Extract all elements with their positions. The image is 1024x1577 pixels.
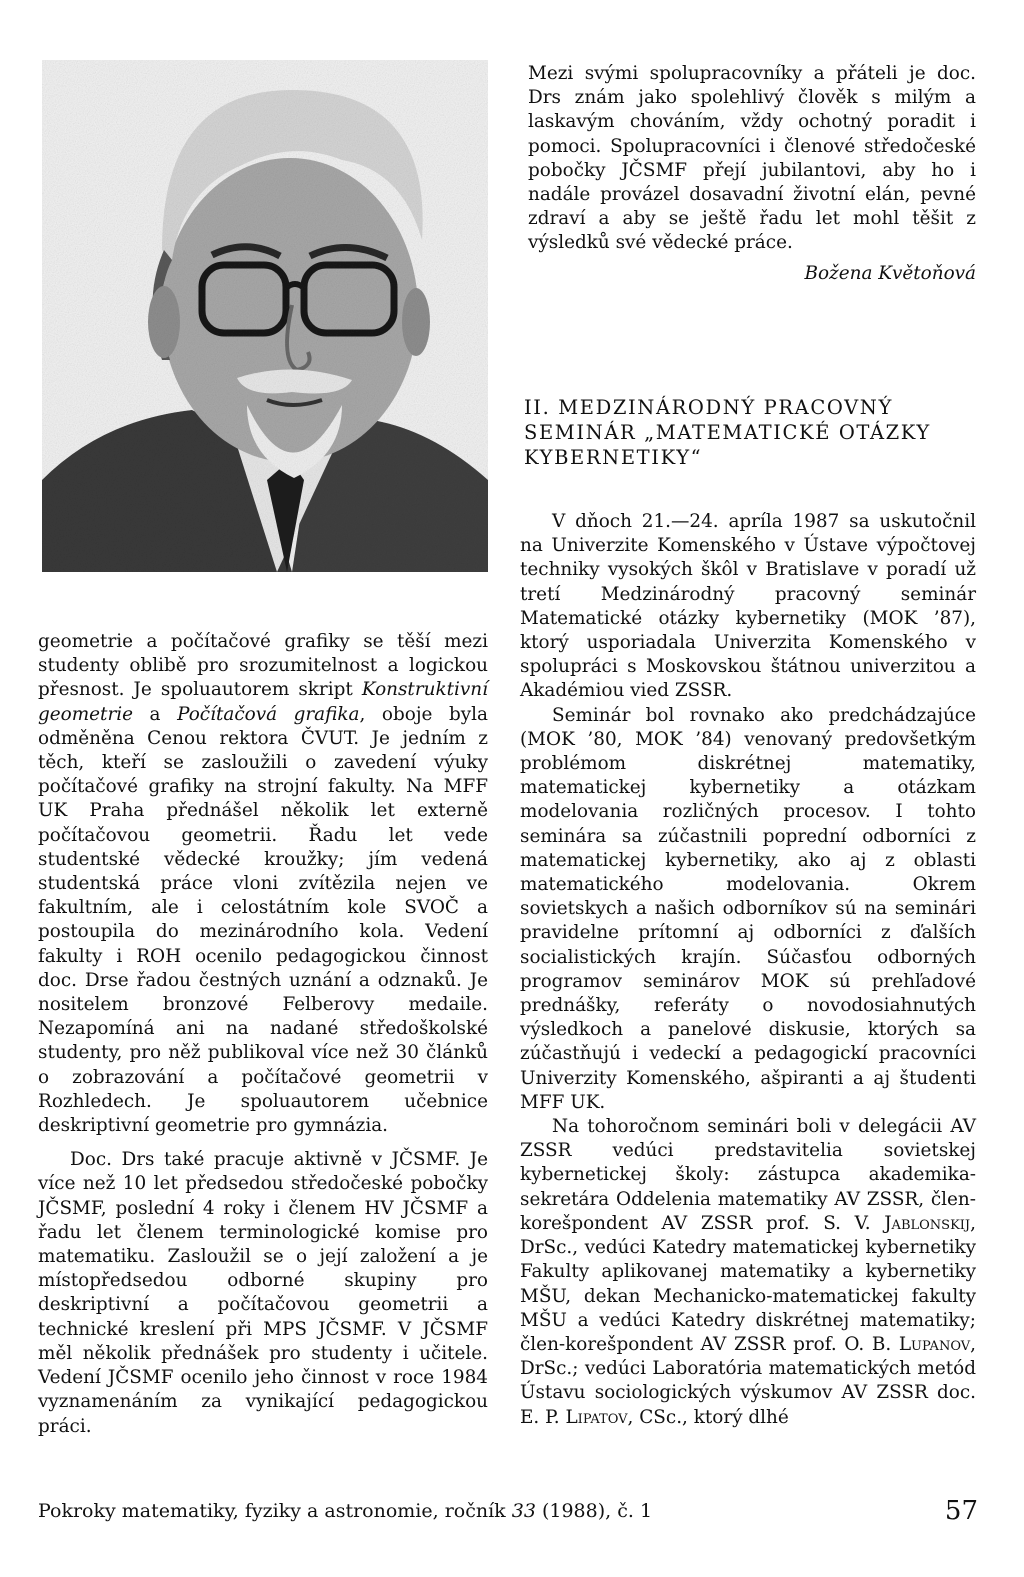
person-name: Jablonskij [884, 1212, 971, 1234]
portrait-illustration [42, 60, 488, 572]
text-run: geometrie a počítačové grafiky se těší mezi studenty oblibě pro srozumitelnost a logickou přesnost. Je spoluautorem skript [38, 631, 488, 701]
text-run: , oboje byla odměněna Cenou rektora ČVUT. Je jedním z těch, kteří se zasloužili o zavedení výuky počítačové grafiky na strojní fakulty. Na MFF UK Praha přednášel několik let externě počítačovou geometrii. Řadu let vede studentské vědecké kroužky; jím vedená studentská práce vloni zvítězila nejen ve fakultním, ale i celostátním kole SVOČ a postoupila do mezinárodního kola. Vedení fakulty i ROH ocenilo pedagogickou činnost doc. Drse řadou čestných uznání a odznaků. Je nositelem bronzové Felberovy medaile. Nezapomíná ani na nadané středoškolské studenty, pro něž publikoval více než 30 článků o zobrazování a počítačové geometrii v Rozhledech. Je spoluautorem učebnice deskriptivní geometrie pro gymnázia. [38, 703, 489, 1137]
text-run: , DrSc., vedúci Katedry matematickej kybernetiky Fakulty aplikovanej matematiky a kybernetiky MŠU, dekan Mechanicko-matematickej fakulty MŠU a vedúci Katedry diskrétnej matematiky; člen-korešpondent AV ZSSR prof. O. B. [520, 1212, 976, 1355]
person-name: Lupanov [898, 1333, 971, 1355]
left-column [38, 630, 488, 1439]
heading-line-3: KYBERNETIKY“ [524, 446, 703, 469]
tribute-text-block [528, 62, 976, 286]
right-paragraph-1: V dňoch 21.—24. apríla 1987 sa uskutočnil na Univerzite Komenského v Ústave výpočtovej techniky vysokých škôl v Bratislave v poradí už tretí Medzinárodný pracovný seminár Matematické otázky kybernetiky (MOK ’87), ktorý usporiadala Univerzita Komenského v spolupráci s Moskovskou štátnou univerzitou a Akadémiou vied ZSSR. [520, 511, 976, 702]
section-heading [524, 395, 974, 470]
text-run: (1988), č. 1 [535, 1500, 653, 1522]
heading-line-1: II. MEDZINÁRODNÝ PRACOVNÝ [524, 396, 893, 419]
left-paragraph-2: Doc. Drs také pracuje aktivně v JČSMF. Je více než 10 let předsedou středočeské pobočky JČSMF, poslední 4 roky i členem HV JČSMF a řadu let členem terminologické komise pro matematiku. Zasloužil se o její založení a je místopředsedou odborné skupiny pro deskriptivní a počítačovou geometrii a technické kreslení při MPS JČSMF. V JČSMF měl několik přednášek pro studenty i učitele. Vedení JČSMF ocenilo jeho činnost v roce 1984 vyznamenáním za vynikající pedagogickou práci. [38, 1149, 488, 1437]
text-run: Na tohoročnom seminári boli v delegácii AV ZSSR vedúci predstavitelia sovietskej kybernetickej školy: zástupca akademika-sekretára Oddelenia matematiky AV ZSSR, člen-korešpondent AV ZSSR prof. S. V. [520, 1116, 976, 1234]
volume-number: 33 [511, 1500, 536, 1522]
person-name: Lipatov [565, 1406, 628, 1428]
text-run: , CSc., ktorý dlhé [627, 1406, 789, 1428]
right-paragraph-2: Seminár bol rovnako ako predchádzajúce (MOK ’80, MOK ’84) venovaný predovšetkým problémom diskrétnej matematiky, matematickej kybernetiky a otázkam modelovania rozličných procesov. I tohto seminára sa zúčastnili poprední odborníci z matematickej kybernetiky, ako aj z oblasti matematického modelovania. Okrem sovietskych a našich odborníkov sú na seminári pravidelne prítomní aj odborníci z ďalších socialistických krajín. Súčasťou odborných programov seminárov MOK sú prehľadové prednášky, referáty o novodosiahnutých výsledkoch a panelové diskusie, ktorých sa zúčastňujú i vedeckí a pedagogickí pracovníci Univerzity Komenského, ašpiranti a aj študenti MFF UK. [520, 704, 976, 1113]
left-paragraph-1 [38, 630, 488, 1138]
right-column [520, 510, 976, 1430]
book-title-2: Počítačová grafika [177, 703, 360, 725]
text-run: Pokroky matematiky, fyziky a astronomie, ročník [38, 1500, 512, 1522]
page-number: 57 [944, 1496, 978, 1526]
text-run: a [133, 703, 178, 725]
page-footer [38, 1496, 978, 1530]
author-signature: Božena Květoňová [804, 262, 976, 284]
journal-citation [38, 1496, 652, 1526]
right-paragraph-3 [520, 1115, 976, 1430]
book-title-1: Konstruktivní geometrie [38, 679, 488, 725]
text-run: , DrSc.; vedúci Laboratória matematických metód Ústavu sociologických výskumov AV ZSSR doc. E. P. [520, 1333, 976, 1428]
heading-line-2: SEMINÁR „MATEMATICKÉ OTÁZKY [524, 421, 931, 444]
tribute-paragraph: Mezi svými spolupracovníky a přáteli je doc. Drs znám jako spolehlivý člověk s milým a laskavým chováním, vždy ochotný poradit i pomoci. Spolupracovníci i členové středočeské pobočky JČSMF přejí jubilantovi, aby ho i nadále provázel dosavadní životní elán, pevné zdraví a aby se ještě řadu let mohl těšit z výsledků své vědecké práce. [528, 63, 976, 254]
portrait-photo [42, 60, 488, 572]
